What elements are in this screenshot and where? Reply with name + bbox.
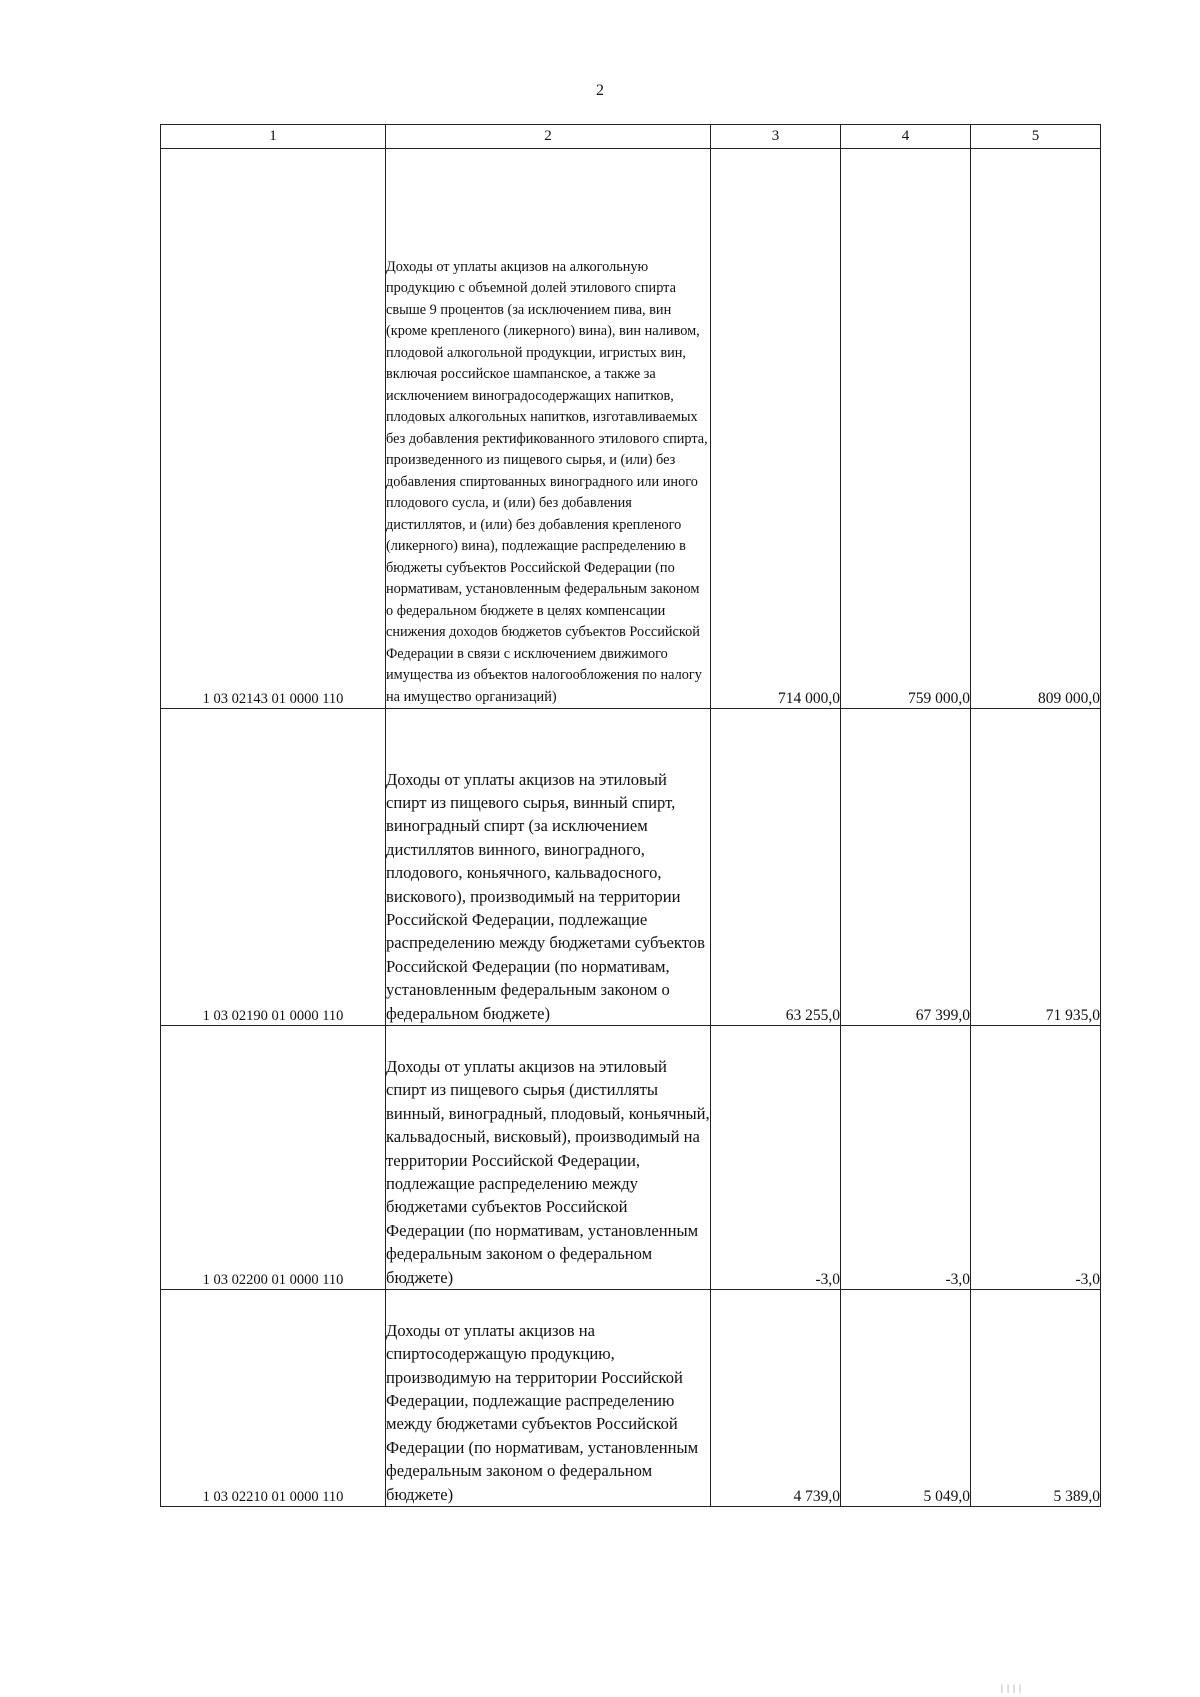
description-cell: Доходы от уплаты акцизов на алкогольную продукцию с объемной долей этилового спирта свыше 9 процентов (за исключением пива, вин (кроме крепленого (ликерного) вина), вин наливом, плодовой алкогольной продукции, игристых вин, включая российское шампанское, а также за исключением виноградосодержащих напитков, плодовых алкогольных напитков, изготавливаемых без добавления ректификованного этилового спирта, произведенного из пищевого сырья, и (или) без добавления спиртованных виноградного или иного плодового сусла, и (или) без добавления дистиллятов, и (или) без добавления крепленого (ликерного) вина), подлежащие распределению в бюджеты субъектов Российской Федерации (по нормативам, установленным федеральным законом о федеральном бюджете в целях компенсации снижения доходов бюджетов субъектов Российской Федерации в связи с исключением движимого имущества из объектов налогообложения по налогу на имущество организаций) [386, 149, 711, 709]
amount-cell-col4: 67 399,0 [841, 709, 971, 1026]
amount-cell-col4: -3,0 [841, 1026, 971, 1290]
column-header-5: 5 [971, 125, 1101, 149]
table-row [161, 709, 1101, 1026]
column-header-1: 1 [161, 125, 386, 149]
description-cell: Доходы от уплаты акцизов на спиртосодержащую продукцию, производимую на территории Российской Федерации, подлежащие распределению между бюджетами субъектов Российской Федерации (по нормативам, установленным федеральным законом о федеральном бюджете) [386, 1290, 711, 1507]
header-row [161, 125, 1101, 149]
amount-cell-col3: 63 255,0 [711, 709, 841, 1026]
description-cell: Доходы от уплаты акцизов на этиловый спирт из пищевого сырья (дистилляты винный, виноградный, плодовый, коньячный, кальвадосный, висковый), производимый на территории Российской Федерации, подлежащие распределению между бюджетами субъектов Российской Федерации (по нормативам, установленным федеральным законом о федеральном бюджете) [386, 1026, 711, 1290]
budget-code-cell: 1 03 02210 01 0000 110 [161, 1290, 386, 1507]
amount-cell-col5: 5 389,0 [971, 1290, 1101, 1507]
amount-cell-col3: -3,0 [711, 1026, 841, 1290]
table-row [161, 149, 1101, 709]
budget-code-cell: 1 03 02200 01 0000 110 [161, 1026, 386, 1290]
amount-cell-col3: 714 000,0 [711, 149, 841, 709]
table-row [161, 1290, 1101, 1507]
table-body [161, 149, 1101, 1507]
scan-mark: | | | | [1001, 1683, 1022, 1693]
column-header-2: 2 [386, 125, 711, 149]
amount-cell-col5: 809 000,0 [971, 149, 1101, 709]
table-header [161, 125, 1101, 149]
amount-cell-col4: 759 000,0 [841, 149, 971, 709]
budget-code-cell: 1 03 02143 01 0000 110 [161, 149, 386, 709]
page-number: 2 [596, 82, 604, 99]
amount-cell-col5: 71 935,0 [971, 709, 1101, 1026]
amount-cell-col5: -3,0 [971, 1026, 1101, 1290]
table-row [161, 1026, 1101, 1290]
column-header-3: 3 [711, 125, 841, 149]
budget-code-cell: 1 03 02190 01 0000 110 [161, 709, 386, 1026]
amount-cell-col4: 5 049,0 [841, 1290, 971, 1507]
description-cell: Доходы от уплаты акцизов на этиловый спирт из пищевого сырья, винный спирт, виноградный спирт (за исключением дистиллятов винного, виноградного, плодового, коньячного, кальвадосного, вискового), производимый на территории Российской Федерации, подлежащие распределению между бюджетами субъектов Российской Федерации (по нормативам, установленным федеральным законом о федеральном бюджете) [386, 709, 711, 1026]
budget-revenue-table [160, 124, 1101, 1507]
amount-cell-col3: 4 739,0 [711, 1290, 841, 1507]
column-header-4: 4 [841, 125, 971, 149]
